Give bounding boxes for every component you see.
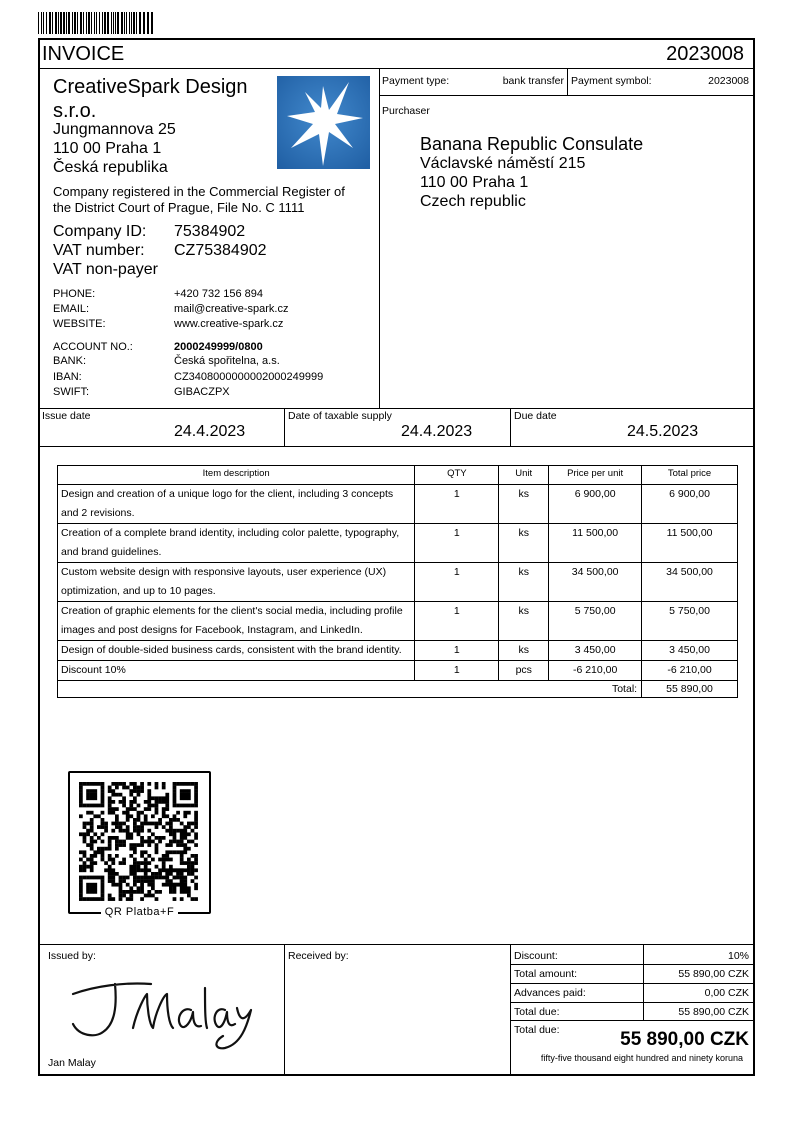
supplier-name: CreativeSpark Design	[53, 76, 248, 98]
item-unit: ks	[499, 641, 549, 661]
item-description: Design of double-sided business cards, consistent with the brand identity.	[58, 641, 415, 661]
item-qty: 1	[415, 602, 499, 641]
payment-symbol: 2023008	[708, 75, 749, 87]
table-total-row	[58, 681, 738, 698]
company-id-label: Company ID:	[53, 223, 147, 240]
account-number: 2000249999/0800	[174, 341, 263, 353]
item-unit: pcs	[499, 661, 549, 681]
item-unit: ks	[499, 602, 549, 641]
iban-label: IBAN:	[53, 371, 82, 383]
due-date: 24.5.2023	[627, 423, 699, 440]
phone: +420 732 156 894	[174, 288, 264, 300]
col-header-qty: QTY	[415, 466, 499, 485]
final-total-label: Total due:	[514, 1024, 560, 1036]
item-unit: ks	[499, 524, 549, 563]
item-price: 6 900,00	[549, 485, 642, 524]
divider	[38, 446, 755, 447]
total-amount-label: Total amount:	[514, 968, 578, 980]
table-row	[58, 524, 738, 563]
received-by-label: Received by:	[288, 950, 349, 962]
taxable-date-label: Date of taxable supply	[288, 410, 392, 422]
company-id: 75384902	[174, 223, 246, 240]
item-description: Creation of graphic elements for the client's social media, including profile images and post designs for Facebook, Instagram, and LinkedIn.	[58, 602, 415, 641]
invoice-title: INVOICE	[42, 43, 125, 65]
supplier-street: Jungmannova 25	[53, 121, 176, 138]
col-header-unit: Unit	[499, 466, 549, 485]
divider	[510, 408, 511, 446]
purchaser-label: Purchaser	[382, 105, 430, 117]
qr-label-text: QR Platba+F	[101, 906, 178, 918]
website-label: WEBSITE:	[53, 318, 106, 330]
item-unit: ks	[499, 563, 549, 602]
item-total: 6 900,00	[642, 485, 738, 524]
issued-by-label: Issued by:	[48, 950, 96, 962]
iban: CZ3408000000002000249999	[174, 371, 324, 383]
item-unit: ks	[499, 485, 549, 524]
table-row	[58, 661, 738, 681]
divider	[284, 944, 285, 1076]
item-total: 5 750,00	[642, 602, 738, 641]
qr-payment-code	[68, 771, 211, 914]
qr-code-pattern	[70, 773, 209, 912]
vat-status: VAT non-payer	[53, 261, 158, 278]
email[interactable]: mail@creative-spark.cz	[174, 303, 289, 315]
item-qty: 1	[415, 641, 499, 661]
divider	[510, 983, 755, 984]
due-date-label: Due date	[514, 410, 557, 422]
advances-value: 0,00 CZK	[704, 987, 749, 999]
issue-date-label: Issue date	[42, 410, 91, 422]
advances-label: Advances paid:	[514, 987, 586, 999]
total-due-label: Total due:	[514, 1006, 560, 1018]
account-label: ACCOUNT NO.:	[53, 341, 133, 353]
supplier-country: Česká republika	[53, 159, 168, 176]
item-price: 3 450,00	[549, 641, 642, 661]
swift: GIBACZPX	[174, 386, 230, 398]
total-due: 55 890,00 CZK	[678, 1006, 749, 1018]
table-row	[58, 563, 738, 602]
purchaser-street: Václavské náměstí 215	[420, 155, 586, 172]
signature	[55, 966, 255, 1054]
item-total: -6 210,00	[642, 661, 738, 681]
payment-symbol-label: Payment symbol:	[571, 75, 652, 87]
table-row	[58, 485, 738, 524]
bank-name: Česká spořitelna, a.s.	[174, 355, 280, 367]
total-amount: 55 890,00 CZK	[678, 968, 749, 980]
supplier-city: 110 00 Praha 1	[53, 140, 162, 157]
website[interactable]: www.creative-spark.cz	[174, 318, 284, 330]
table-total: 55 890,00	[642, 681, 738, 698]
divider	[510, 964, 755, 965]
table-total-label: Total:	[58, 681, 642, 698]
supplier-name-suffix: s.r.o.	[53, 100, 97, 122]
discount-value: 10%	[727, 950, 749, 962]
item-price: 5 750,00	[549, 602, 642, 641]
phone-label: PHONE:	[53, 288, 96, 300]
issuer-name: Jan Malay	[48, 1057, 96, 1069]
barcode	[38, 12, 156, 34]
item-price: -6 210,00	[549, 661, 642, 681]
discount-label: Discount:	[514, 950, 558, 962]
bank-label: BANK:	[53, 355, 87, 367]
divider	[38, 408, 755, 409]
item-description: Custom website design with responsive layouts, user experience (UX) optimization, and up to 10 pages.	[58, 563, 415, 602]
divider	[567, 68, 568, 95]
table-row	[58, 602, 738, 641]
item-total: 3 450,00	[642, 641, 738, 661]
item-qty: 1	[415, 524, 499, 563]
purchaser-name: Banana Republic Consulate	[420, 134, 644, 154]
registry-line-2: the District Court of Prague, File No. C 1111	[53, 200, 305, 215]
col-header-total: Total price	[642, 466, 738, 485]
invoice-number: 2023008	[666, 43, 744, 65]
col-header-description: Item description	[58, 466, 415, 485]
vat-number: CZ75384902	[174, 242, 267, 259]
purchaser-city: 110 00 Praha 1	[420, 174, 529, 191]
item-description: Design and creation of a unique logo for the client, including 3 concepts and 2 revisions.	[58, 485, 415, 524]
item-qty: 1	[415, 485, 499, 524]
final-total-amount: 55 890,00 CZK	[620, 1029, 749, 1050]
divider	[38, 68, 755, 69]
item-price: 11 500,00	[549, 524, 642, 563]
vat-label: VAT number:	[53, 242, 145, 259]
item-description: Discount 10%	[58, 661, 415, 681]
divider	[379, 68, 380, 408]
divider	[643, 944, 644, 1020]
amount-in-words: fifty-five thousand eight hundred and ninety koruna	[540, 1053, 743, 1063]
divider	[510, 1020, 755, 1021]
qr-label	[68, 906, 211, 918]
table-header-row	[58, 466, 738, 485]
taxable-date: 24.4.2023	[401, 423, 473, 440]
company-logo	[277, 76, 370, 169]
col-header-price: Price per unit	[549, 466, 642, 485]
item-total: 34 500,00	[642, 563, 738, 602]
divider	[379, 95, 755, 96]
item-qty: 1	[415, 563, 499, 602]
swift-label: SWIFT:	[53, 386, 90, 398]
item-description: Creation of a complete brand identity, including color palette, typography, and brand guidelines.	[58, 524, 415, 563]
table-row	[58, 641, 738, 661]
divider	[510, 1002, 755, 1003]
payment-type: bank transfer	[502, 75, 564, 87]
email-label: EMAIL:	[53, 303, 90, 315]
purchaser-country: Czech republic	[420, 193, 526, 210]
divider	[38, 944, 755, 945]
issue-date: 24.4.2023	[174, 423, 246, 440]
registry-line-1: Company registered in the Commercial Register of	[53, 184, 345, 199]
item-qty: 1	[415, 661, 499, 681]
item-total: 11 500,00	[642, 524, 738, 563]
divider	[284, 408, 285, 446]
item-price: 34 500,00	[549, 563, 642, 602]
items-table	[57, 465, 738, 698]
payment-type-label: Payment type:	[382, 75, 450, 87]
